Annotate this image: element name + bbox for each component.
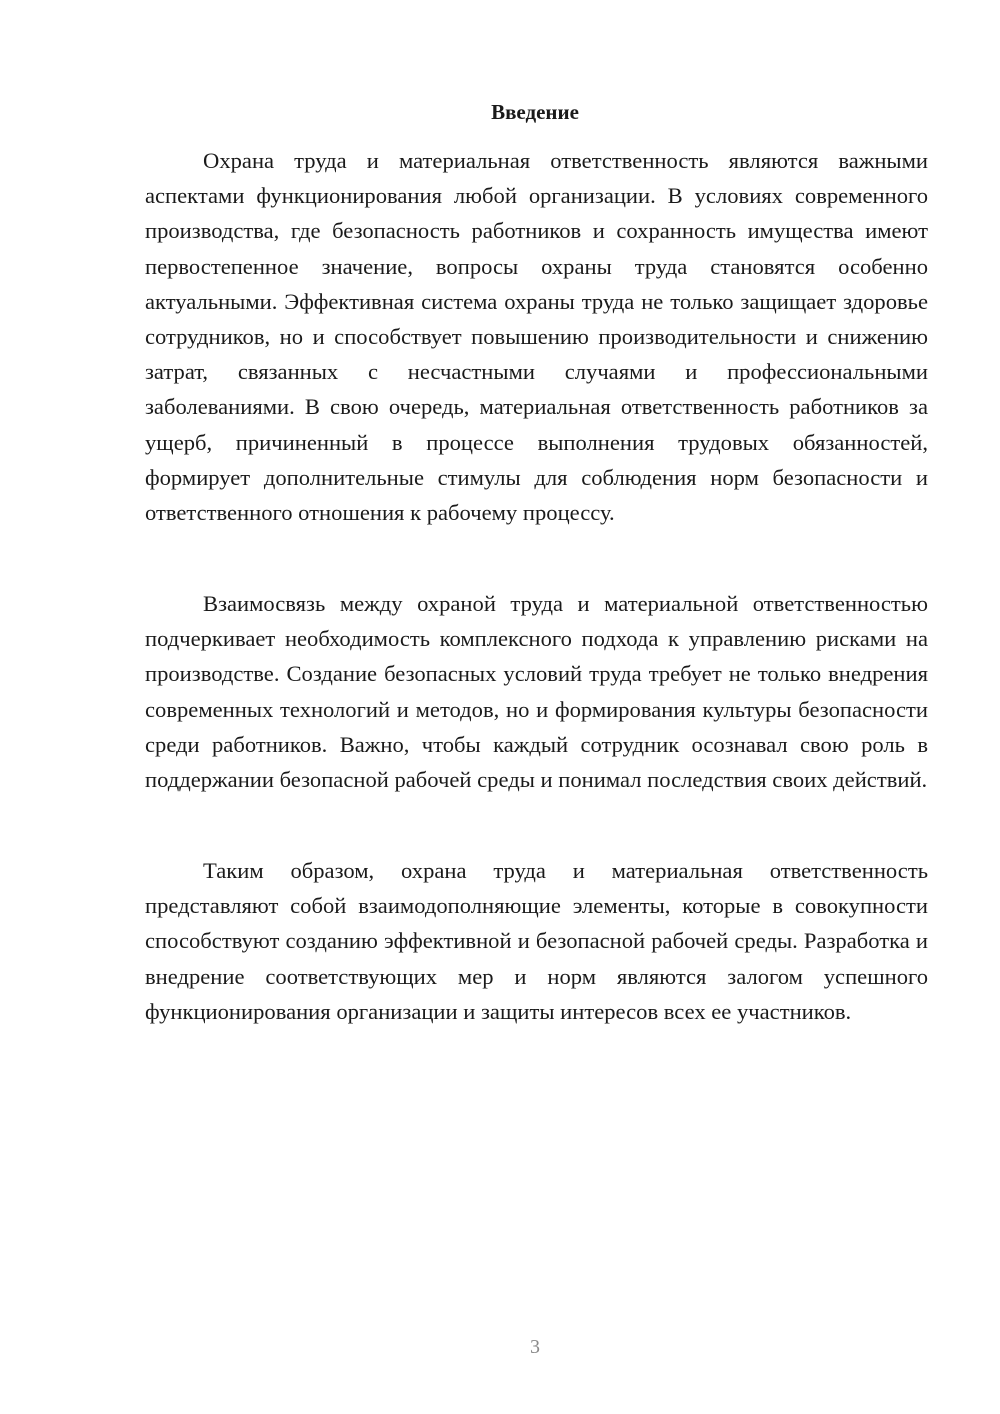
paragraph-3: Таким образом, охрана труда и материальная ответственность представляют собой взаимодополняющие элементы, которые в совокупности способствуют созданию эффективной и безопасной рабочей среды. Разработка и внедрение соответствующих мер и норм являются залогом успешного функционирования организации и защиты интересов всех ее участников. [145,858,928,1024]
page-number: 3 [530,1336,540,1358]
paragraph-2: Взаимосвязь между охраной труда и материальной ответственностью подчеркивает необходимость комплексного подхода к управлению рисками на производстве. Создание безопасных условий труда требует не только внедрения современных технологий и методов, но и формирования культуры безопасности среди работников. Важно, чтобы каждый сотрудник осознавал свою роль в поддержании безопасной рабочей среды и понимал последствия своих действий. [145,591,928,793]
section-title: Введение [491,100,579,124]
paragraph-1: Охрана труда и материальная ответственность являются важными аспектами функционирования любой организации. В условиях современного производства, где безопасность работников и сохранность имущества имеют первостепенное значение, вопросы охраны труда становятся особенно актуальными. Эффективная система охраны труда не только защищает здоровье сотрудников, но и способствует повышению производительности и снижению затрат, связанных с несчастными случаями и профессиональными заболеваниями. В свою очередь, материальная ответственность работников за ущерб, причиненный в процессе выполнения трудовых обязанностей, формирует дополнительные стимулы для соблюдения норм безопасности и ответственного отношения к рабочему процессу. [145,148,928,526]
